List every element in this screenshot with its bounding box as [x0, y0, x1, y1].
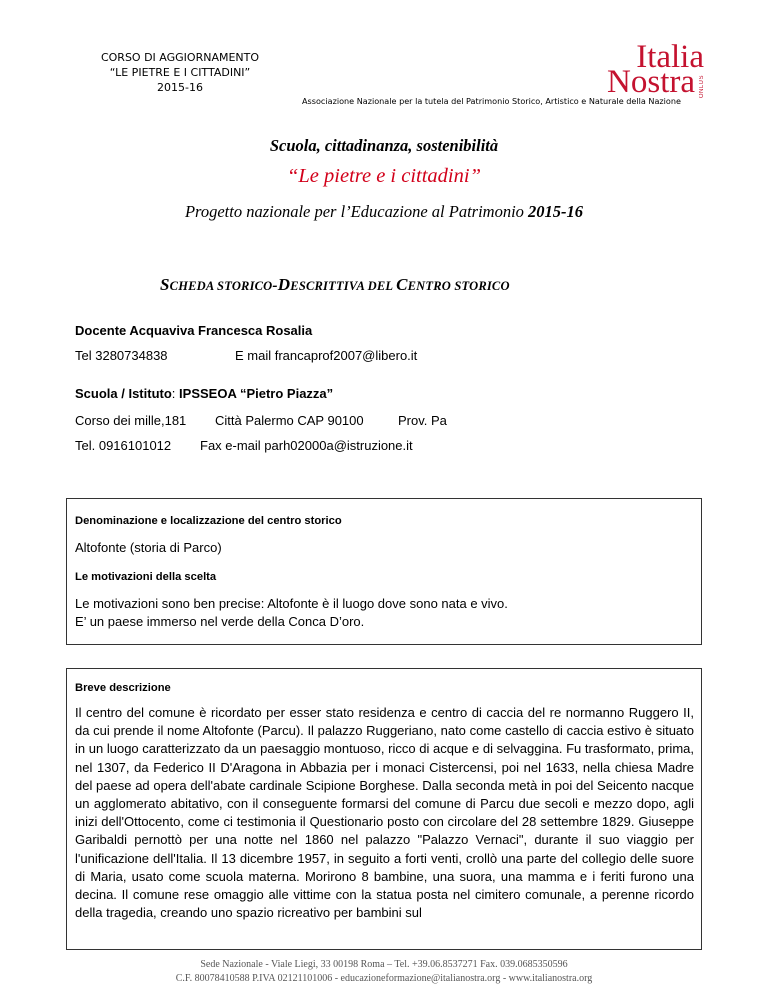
teacher-tel: Tel 3280734838 — [75, 348, 168, 363]
denominazione-label: Denominazione e localizzazione del centro storico — [75, 515, 342, 527]
doc-subtitle: Scuola, cittadinanza, sostenibilità — [269, 136, 499, 155]
school-label: Scuola / Istituto: IPSSEOA “Pietro Piazza” — [75, 386, 334, 401]
denominazione-value: Altofonte (storia di Parco) — [75, 540, 222, 555]
scheda-title: SCHEDA STORICO-DESCRITTIVA DEL CENTRO STORICO — [160, 275, 510, 294]
course-subtitle: “LE PIETRE E I CITTADINI” — [109, 66, 251, 79]
school-tel: Tel. 0916101012 — [75, 438, 172, 453]
italia-nostra-logo: Italia Nostra ONLUS — [607, 39, 705, 100]
breve-descrizione-label: Breve descrizione — [75, 682, 171, 694]
school-fax-email: Fax e-mail parh02000a@istruzione.it — [200, 438, 413, 453]
breve-descrizione-text: Il centro del comune è ricordato per esser stato residenza e centro di caccia del re normanno Ruggero II, da cui prende il nome Altofonte (Parcu). Il palazzo Ruggeriano, nato come castello di caccia estivo è situato in un luogo caratterizzato da un paesaggio montuoso, ricco di acque e di selvaggina. Fu trasformato, prima, nel 1307, da Federico II D'Aragona in Abbazia per i monaci Cistercensi, poi nel 1633, nella chiesa Madre del paese ad opera dell'abate cardinale Scipione Borghese. Dalla seconda metà in poi del Seicento nacque un agglomerato abitativo, con il conseguente formarsi del comune di Parcu due secoli e mezzo dopo, agli inizi dell'Ottocento, come ci testimonia il Questionario posto con circolare del 28 settembre 1829. Giuseppe Garibaldi pernottò per una notte nel 1860 nel palazzo "Palazzo Vernaci", durante il suo viaggio per l'unificazione dell'Italia. Il 13 dicembre 1957, in seguito a forti venti, crollò una parte del collegio delle suore di Maria, usato come scuola materna. Morirono 8 bambine, una suora, una mamma e i feriti furono una decina. Il comune rese omaggio alle vittime con la statua posta nel cimitero comunale, a perenne ricordo della tragedia, creando uno spazio ricreativo per bambini sul — [75, 705, 694, 921]
footer-address: Sede Nazionale - Viale Liegi, 33 00198 Roma – Tel. +39.06.8537271 Fax. 039.0685350596 — [200, 959, 568, 970]
school-prov: Prov. Pa — [398, 413, 447, 428]
association-tagline: Associazione Nazionale per la tutela del Patrimonio Storico, Artistico e Naturale della Nazione — [302, 96, 681, 106]
teacher-name: Docente Acquaviva Francesca Rosalia — [75, 323, 313, 338]
school-city: Città Palermo CAP 90100 — [215, 413, 364, 428]
course-year: 2015-16 — [157, 81, 203, 94]
course-title: CORSO DI AGGIORNAMENTO — [100, 51, 260, 64]
school-address: Corso dei mille,181 — [75, 413, 187, 428]
doc-main-title: “Le pietre e i cittadini” — [287, 165, 481, 187]
motivazioni-label: Le motivazioni della scelta — [75, 571, 217, 583]
course-header — [80, 50, 280, 95]
footer-fiscal: C.F. 80078410588 P.IVA 02121101006 - educazioneformazione@italianostra.org - www.italianostra.org — [175, 973, 593, 984]
motivazioni-text: Le motivazioni sono ben precise: Altofonte è il luogo dove sono nata e vivo. E’ un paese immerso nel verde della Conca D’oro. — [75, 596, 508, 629]
location-box — [66, 498, 702, 645]
project-line: Progetto nazionale per l’Educazione al Patrimonio 2015-16 — [184, 202, 584, 221]
teacher-email: E mail francaprof2007@libero.it — [235, 348, 418, 363]
